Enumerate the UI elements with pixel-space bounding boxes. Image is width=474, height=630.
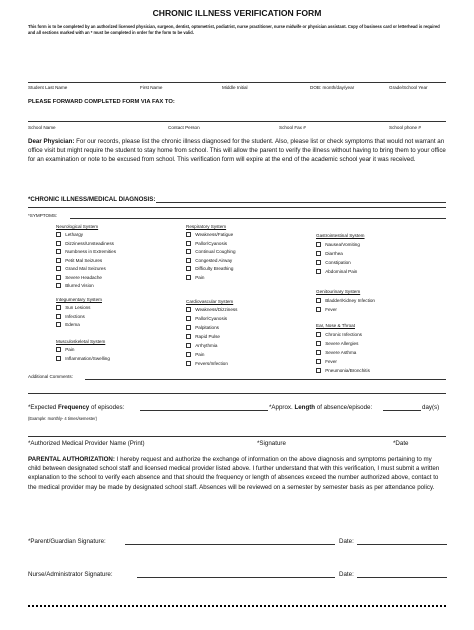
nurse-signature-field[interactable] [137, 577, 335, 578]
symptom-checkbox[interactable]: Severe Asthma [316, 350, 356, 355]
group-title-musc: Musculoskeletal System [56, 339, 106, 344]
checkbox[interactable] [56, 258, 61, 263]
frequency-label: *Expected Frequency of episodes: [28, 404, 125, 411]
checkbox[interactable] [186, 316, 191, 321]
symptom-checkbox[interactable]: Petit Mal Seizures [56, 258, 102, 263]
checkbox[interactable] [316, 269, 321, 274]
school-fax-label: School Fax # [279, 125, 306, 130]
length-label: *Approx. Length of absence/episode: [269, 404, 373, 411]
checkbox[interactable] [186, 241, 191, 246]
checkbox[interactable] [316, 341, 321, 346]
symptom-checkbox[interactable]: Lethargy [56, 232, 83, 237]
checkbox[interactable] [186, 334, 191, 339]
days-label: day(s) [422, 404, 440, 411]
checkbox[interactable] [316, 307, 321, 312]
group-title-cardio: Cardiovascular System [186, 299, 234, 304]
symptom-checkbox[interactable]: Congested Airway [186, 258, 232, 263]
parent-signature-label: *Parent/Guardian Signature: [28, 538, 106, 545]
symptoms-field[interactable] [70, 218, 446, 219]
symptom-checkbox[interactable]: Abdominal Pain [316, 269, 357, 274]
parent-date-label: Date: [339, 538, 354, 545]
checkbox[interactable] [316, 251, 321, 256]
middle-initial-label: Middle Initial [222, 85, 248, 90]
symptom-checkbox[interactable]: Difficulty Breathing [186, 266, 233, 271]
checkbox[interactable] [56, 249, 61, 254]
symptom-checkbox[interactable]: Palpitations [186, 325, 219, 330]
parental-authorization [28, 455, 446, 492]
symptom-checkbox[interactable]: Pain [186, 352, 204, 357]
symptom-checkbox[interactable]: Severe Headache [56, 275, 102, 280]
additional-comments-label: Additional Comments: [28, 374, 73, 379]
checkbox[interactable] [56, 356, 61, 361]
contact-person-label: Contact Person [168, 125, 200, 130]
checkbox[interactable] [186, 232, 191, 237]
symptom-checkbox[interactable]: Weakness/Fatigue [186, 232, 233, 237]
symptom-checkbox[interactable]: Chronic Infections [316, 332, 362, 337]
checkbox[interactable] [316, 359, 321, 364]
parental-text: I hereby request and authorize the exchange of information on the above diagnosis and symptoms pertaining to my child between designated school staff and licensed medical provider listed above. I further understand that with this verification, I must submit a written explanation to the school to verify each absence and that should the frequency or length of absences exceed the number authorized above, contact to the medical provider may be made by designated school staff. Absences will be reviewed on a semester by semester basis as per attendance policy. [28, 456, 440, 491]
nurse-date-label: Date: [339, 571, 354, 578]
checkbox[interactable] [316, 368, 321, 373]
group-title-resp: Respiratory System [186, 224, 227, 229]
group-title-ent: Ear, Nose & Throat [316, 323, 355, 328]
group-title-neuro: Neurological System [56, 224, 99, 229]
form-title: CHRONIC ILLNESS VERIFICATION FORM [152, 8, 322, 18]
symptom-checkbox[interactable]: Pneumonia/Bronchitis [316, 368, 370, 373]
symptom-checkbox[interactable]: Numbness in Extremities [56, 249, 116, 254]
checkbox[interactable] [56, 347, 61, 352]
symptoms-label: *SYMPTOMS: [28, 213, 58, 218]
symptom-checkbox[interactable]: Infections [56, 314, 85, 319]
additional-comments-line-2[interactable] [28, 393, 446, 394]
diagnosis-label: *CHRONIC ILLNESS/MEDICAL DIAGNOSIS: [28, 196, 156, 203]
school-name-label: School Name [28, 125, 56, 130]
checkbox[interactable] [186, 249, 191, 254]
student-info-line[interactable] [28, 82, 446, 83]
symptom-checkbox[interactable]: Pain [56, 347, 74, 352]
nurse-signature-label: Nurse/Administrator Signature: [28, 571, 113, 578]
symptom-checkbox[interactable]: Edema [56, 322, 80, 327]
provider-name-label: *Authorized Medical Provider Name (Print) [28, 440, 145, 447]
checkbox[interactable] [56, 322, 61, 327]
diagnosis-field[interactable] [156, 202, 446, 203]
parent-date-field[interactable] [357, 544, 447, 545]
checkbox[interactable] [316, 350, 321, 355]
symptom-checkbox[interactable]: Pallor/Cyanosis [186, 241, 227, 246]
group-title-integ: Integumentary System [56, 297, 102, 302]
first-name-label: First Name [140, 85, 163, 90]
provider-signature-label: *Signature [257, 440, 286, 447]
checkbox[interactable] [186, 361, 191, 366]
school-info-line[interactable] [28, 121, 446, 122]
diagnosis-line-2[interactable] [28, 207, 446, 208]
checkbox[interactable] [56, 232, 61, 237]
dear-physician-label: Dear Physician: [28, 138, 75, 145]
frequency-field[interactable] [140, 410, 268, 411]
symptom-checkbox[interactable]: Blurred Vision [56, 283, 94, 288]
symptom-checkbox[interactable]: Pain [186, 275, 204, 280]
symptom-checkbox[interactable]: Sun Lesions [56, 305, 90, 310]
dear-physician-paragraph [28, 137, 446, 165]
student-last-name-label: Student Last Name [28, 85, 68, 90]
symptom-checkbox[interactable]: Continual Coughing [186, 249, 236, 254]
checkbox[interactable] [316, 298, 321, 303]
dear-physician-text: For our records, please list the chronic illness diagnosed for the student. Also, please list or check symptoms that would not warrant an office visit but might require the student to stay home from school. This will allow the parent to verify the illness without having to bring them to your office for an examination or note to be excused from school. This verification form will expire at the end of the academic school year it was received. [28, 138, 446, 164]
checkbox[interactable] [56, 241, 61, 246]
form-instructions: This form is to be completed by an authorized licensed physician, surgeon, dentist, optometrist, podiatrist, nurse practitioner, nurse midwife or physician assistant. Copy of business card or letterhead is required and all sections marked with an * must be completed in order for the form to be valid. [28, 24, 440, 35]
fax-heading: PLEASE FORWARD COMPLETED FORM VIA FAX TO: [28, 99, 175, 105]
dotted-divider [28, 605, 446, 607]
checkbox[interactable] [316, 242, 321, 247]
symptom-checkbox[interactable]: Severe Allergies [316, 341, 358, 346]
checkbox[interactable] [186, 266, 191, 271]
symptom-checkbox[interactable]: Diarrhea [316, 251, 343, 256]
symptom-checkbox[interactable]: Dizziness/Unsteadiness [56, 241, 114, 246]
symptom-checkbox[interactable]: Fever [316, 359, 337, 364]
checkbox[interactable] [316, 332, 321, 337]
symptom-checkbox[interactable]: Weakness/Dizziness [186, 307, 237, 312]
symptom-checkbox[interactable]: Rapid Pulse [186, 334, 220, 339]
symptom-checkbox[interactable]: Fevers/Infection [186, 361, 228, 366]
grade-label: Grade/School Year [389, 85, 428, 90]
checkbox[interactable] [56, 266, 61, 271]
checkbox[interactable] [186, 258, 191, 263]
group-title-gastro: Gastrointestinal System [316, 233, 365, 238]
symptom-checkbox[interactable]: Fever [316, 307, 337, 312]
checkbox[interactable] [186, 325, 191, 330]
nurse-date-field[interactable] [357, 577, 447, 578]
checkbox[interactable] [186, 307, 191, 312]
frequency-example: (Example: monthly- 4 times/semester) [28, 416, 97, 421]
dob-label: DOB: month/day/year [310, 85, 355, 90]
symptom-checkbox[interactable]: Pallor/Cyanosis [186, 316, 227, 321]
checkbox[interactable] [186, 352, 191, 357]
parent-signature-field[interactable] [125, 544, 335, 545]
checkbox[interactable] [186, 343, 191, 348]
checkbox[interactable] [186, 275, 191, 280]
school-phone-label: School phone # [389, 125, 421, 130]
symptom-checkbox[interactable]: Grand Mal Seizures [56, 266, 106, 271]
provider-date-label: *Date [393, 440, 409, 447]
group-title-genito: Genitourinary System [316, 289, 361, 294]
additional-comments-field[interactable] [85, 379, 446, 380]
checkbox[interactable] [56, 305, 61, 310]
symptom-checkbox[interactable]: Nausea/Vomiting [316, 242, 360, 247]
checkbox[interactable] [56, 275, 61, 280]
parental-label: PARENTAL AUTHORIZATION: [28, 456, 115, 463]
symptom-checkbox[interactable]: Arrhythmia [186, 343, 217, 348]
checkbox[interactable] [316, 260, 321, 265]
symptom-checkbox[interactable]: Inflammation/Swelling [56, 356, 110, 361]
checkbox[interactable] [56, 314, 61, 319]
provider-line[interactable] [28, 436, 446, 437]
checkbox[interactable] [56, 283, 61, 288]
length-field[interactable] [383, 410, 421, 411]
symptom-checkbox[interactable]: Constipation [316, 260, 351, 265]
symptom-checkbox[interactable]: Bladder/Kidney Infection [316, 298, 375, 303]
